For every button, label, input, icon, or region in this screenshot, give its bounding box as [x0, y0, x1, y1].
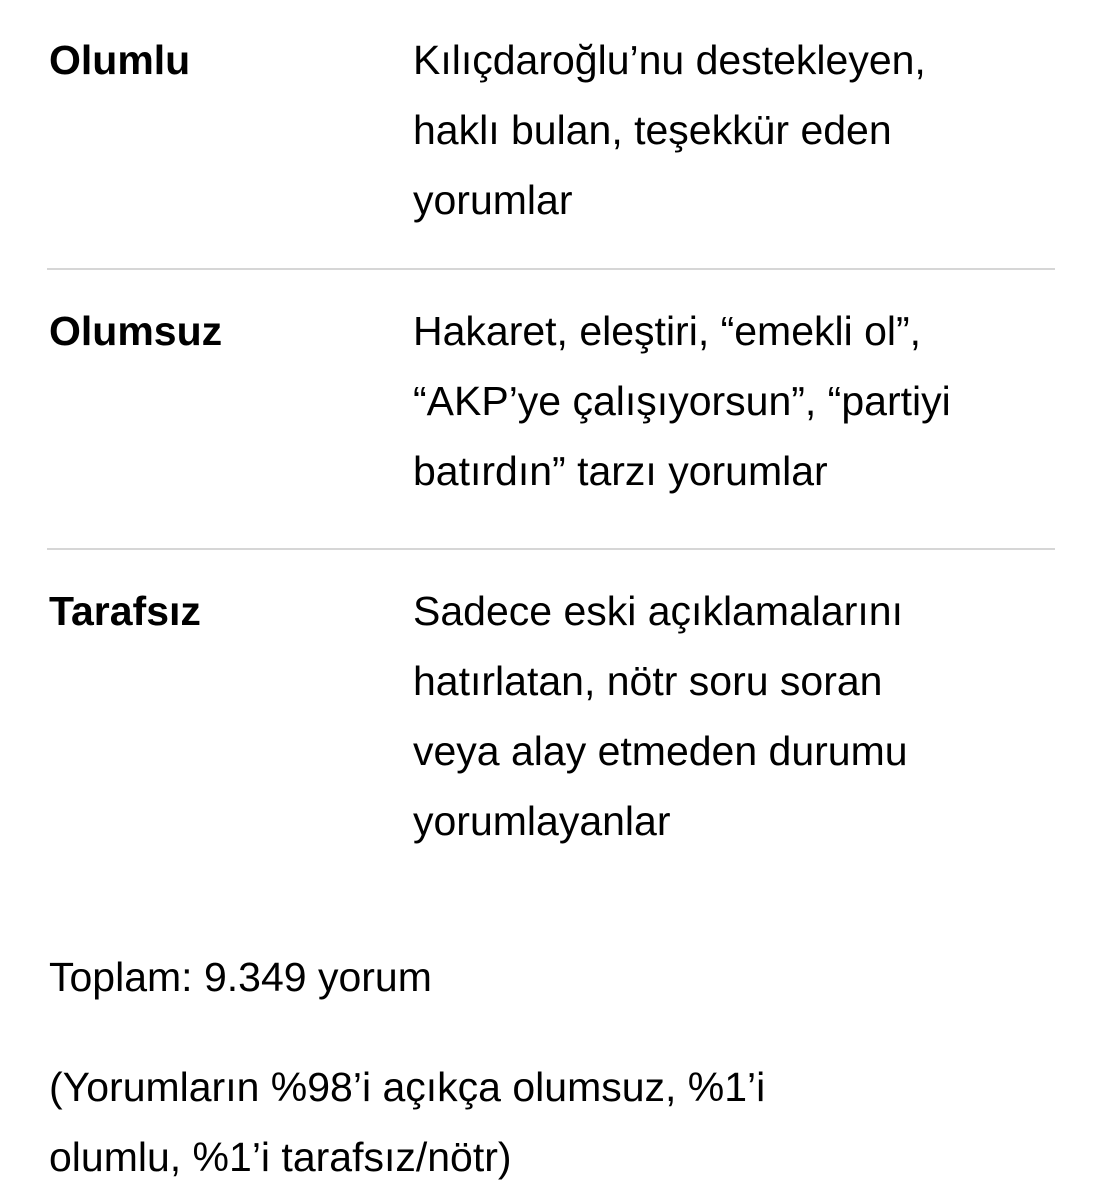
category-label: Tarafsız — [49, 588, 201, 634]
description-line: Kılıçdaroğlu’nu destekleyen, — [413, 37, 926, 83]
description-line: batırdın” tarzı yorumlar — [413, 448, 828, 494]
table-row-olumlu — [47, 0, 1055, 270]
description-line: haklı bulan, teşekkür eden — [413, 107, 892, 153]
total-comment-count: Toplam: 9.349 yorum — [49, 954, 432, 1000]
percentage-note — [49, 1052, 765, 1192]
category-description — [413, 25, 1055, 235]
description-line: “AKP’ye çalışıyorsun”, “partiyi — [413, 378, 951, 424]
description-line: Sadece eski açıklamalarını — [413, 588, 903, 634]
description-line: Hakaret, eleştiri, “emekli ol”, — [413, 308, 922, 354]
table-row-tarafsiz — [47, 550, 1055, 880]
description-line: yorumlar — [413, 177, 573, 223]
category-description — [413, 576, 1055, 856]
table-row-olumsuz — [47, 270, 1055, 550]
category-description — [413, 296, 1055, 506]
description-line: yorumlayanlar — [413, 798, 671, 844]
note-line: (Yorumların %98’i açıkça olumsuz, %1’i — [49, 1064, 766, 1110]
category-label: Olumlu — [49, 37, 191, 83]
note-line: olumlu, %1’i tarafsız/nötr) — [49, 1134, 512, 1180]
comment-category-table — [47, 0, 1055, 880]
description-line: hatırlatan, nötr soru soran — [413, 658, 883, 704]
category-label: Olumsuz — [49, 308, 223, 354]
description-line: veya alay etmeden durumu — [413, 728, 908, 774]
